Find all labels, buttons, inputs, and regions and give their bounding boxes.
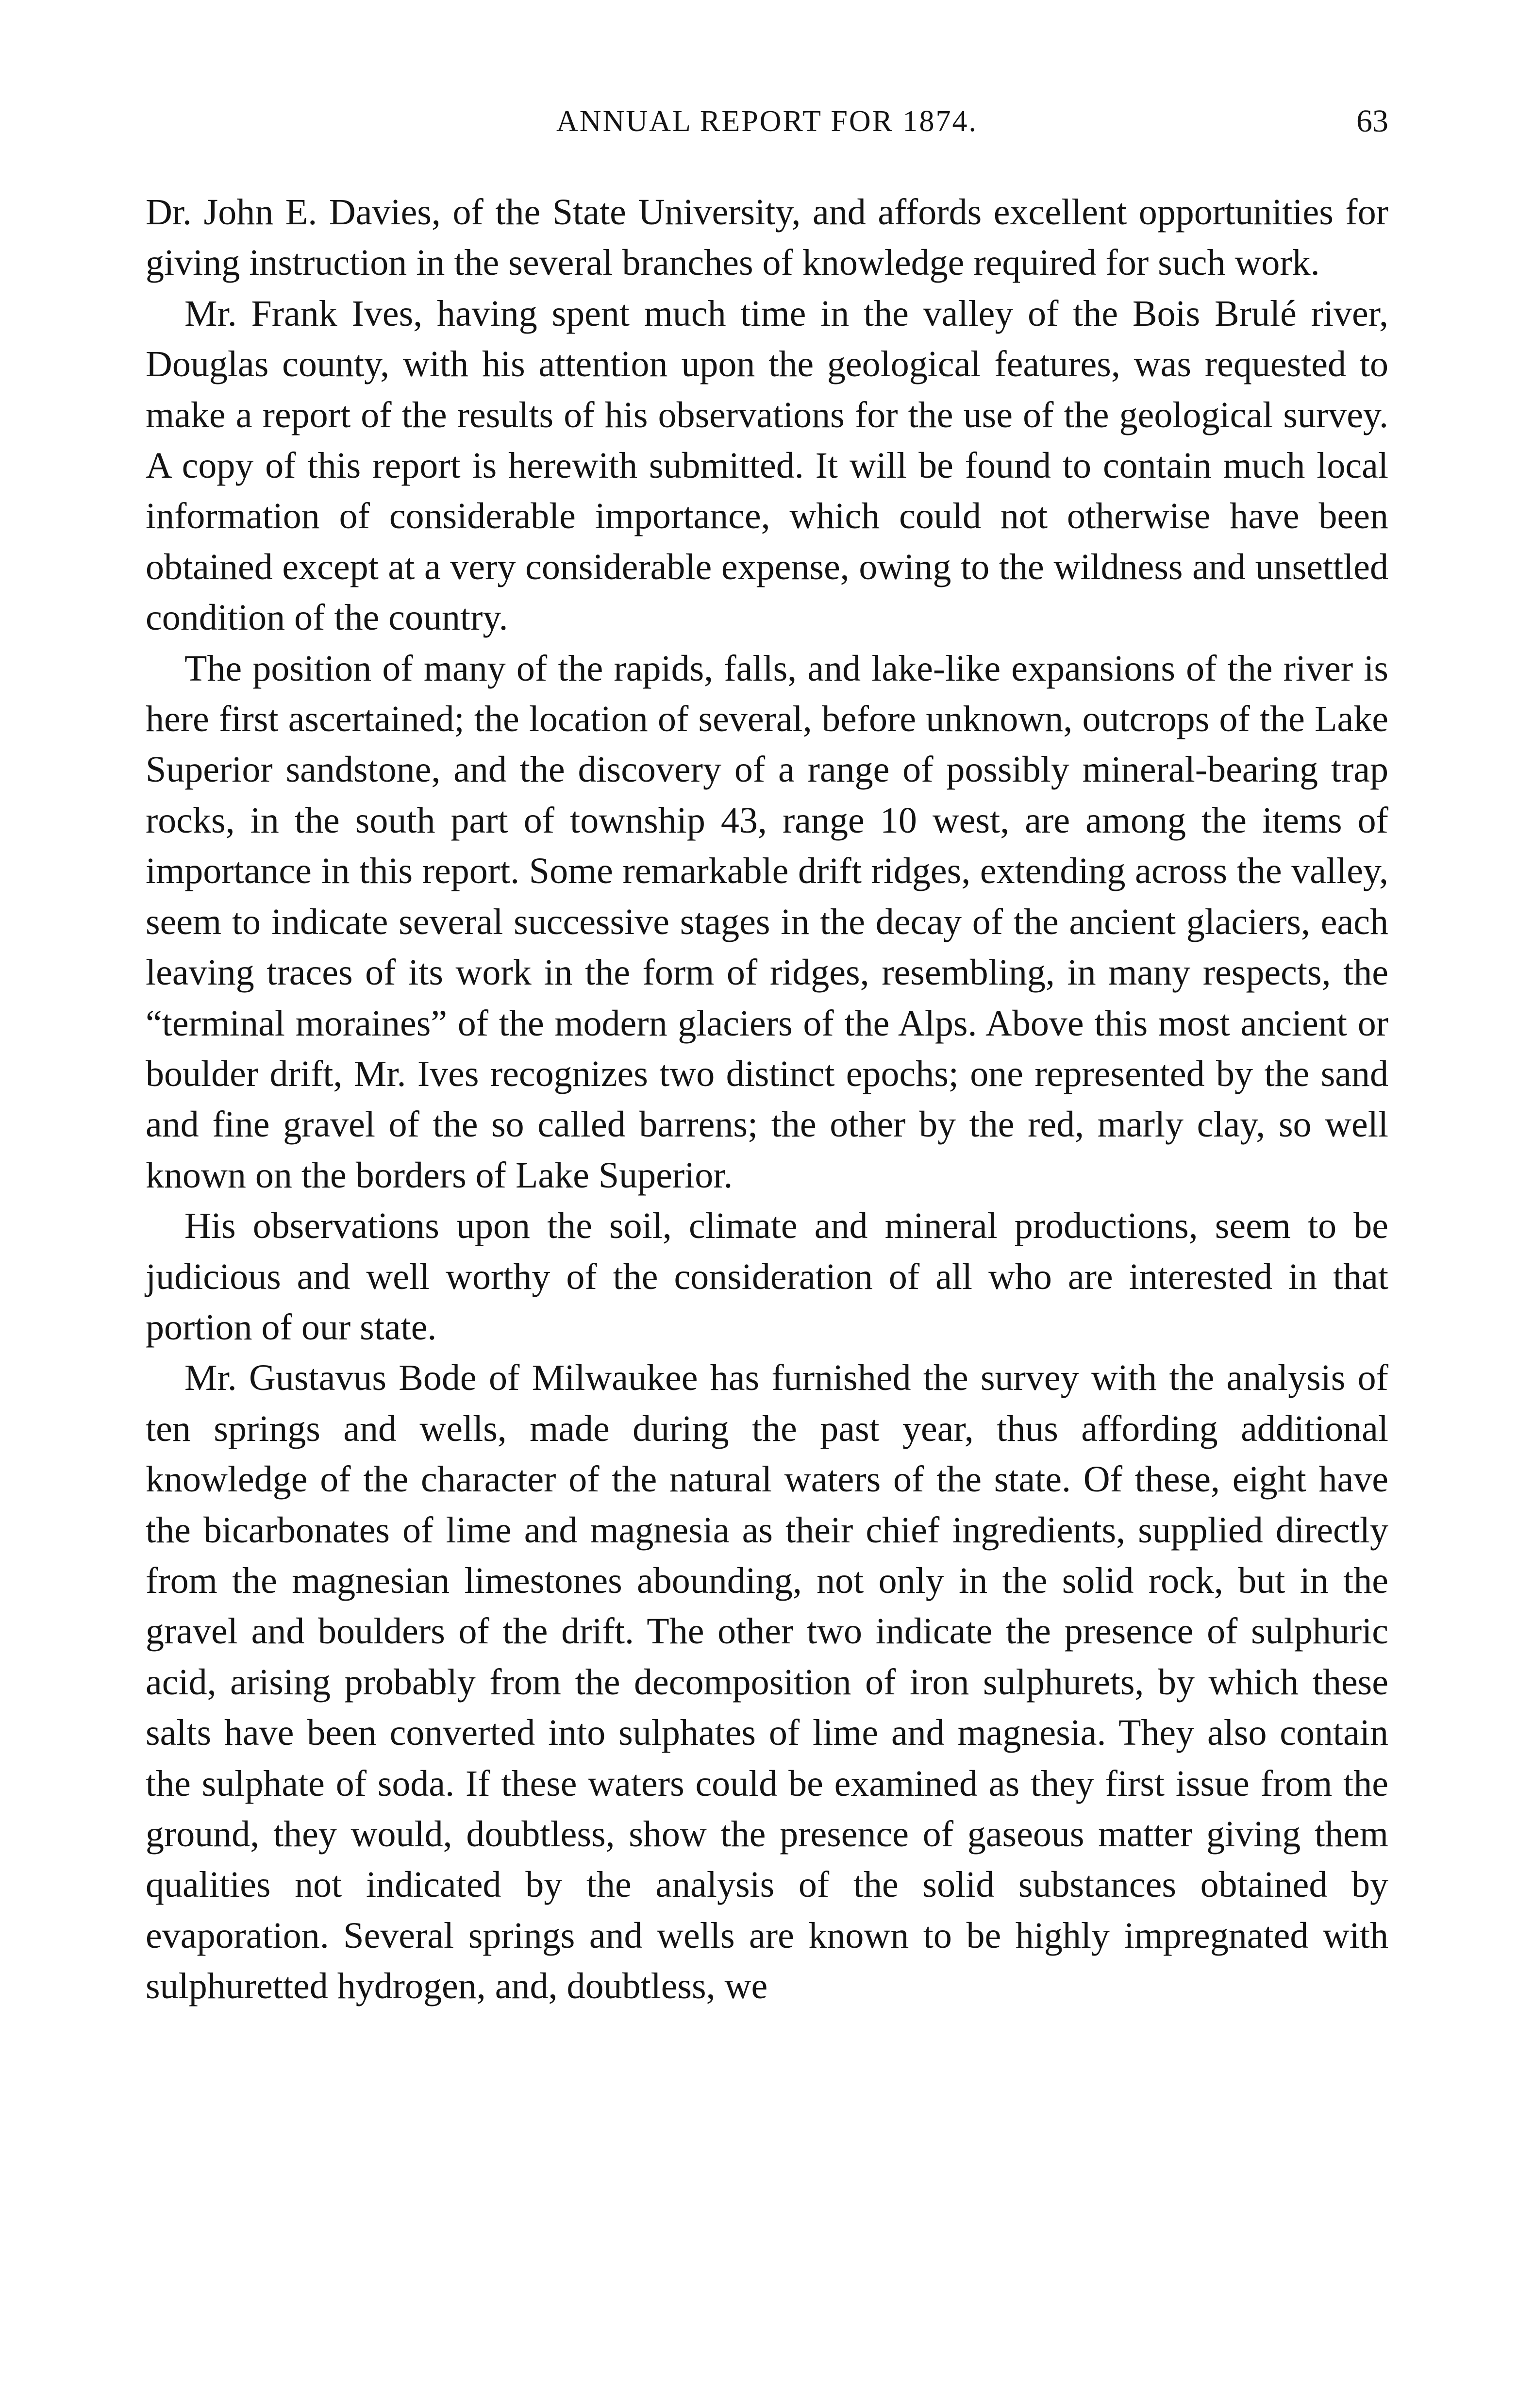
- paragraph-frank-ives: Mr. Frank Ives, having spent much time in the valley of the Bois Brulé river, Douglas county, with his attention upon the geological features, was requested to make a report of the results of his observations for the use of the geological survey. A copy of this report is herewith submitted. It will be found to contain much local information of considerable importance, which could not otherwise have been obtained except at a very considerable expense, owing to the wildness and unsettled condition of the country.: [146, 293, 1388, 638]
- page-number: 63: [1356, 103, 1388, 139]
- paragraph-observations: His observations upon the soil, climate and mineral productions, seem to be judicious and well worthy of the consideration of all who are interested in that portion of our state.: [146, 1205, 1388, 1348]
- paragraph-gustavus-bode: Mr. Gustavus Bode of Milwaukee has furnished the survey with the analysis of ten springs and wells, made during the past year, thus affording additional knowledge of the character of the natural waters of the state. Of these, eight have the bicarbonates of lime and magnesia as their chief ingredients, supplied directly from the magnesian limestones abounding, not only in the solid rock, but in the gravel and boulders of the drift. The other two indicate the presence of sulphuric acid, arising probably from the decomposition of iron sulphurets, by which these salts have been converted into sulphates of lime and magnesia. They also contain the sulphate of soda. If these waters could be examined as they first issue from the ground, they would, doubtless, show the presence of gaseous matter giving them qualities not indicated by the analysis of the solid substances obtained by evaporation. Several springs and wells are known to be highly impregnated with sulphuretted hydrogen, and, doubtless, we: [146, 1357, 1388, 2007]
- body-text: [146, 187, 1388, 2012]
- paragraph-rapids-and-drift: The position of many of the rapids, falls, and lake-like expansions of the river is here first ascertained; the location of several, before unknown, outcrops of the Lake Superior sandstone, and the discovery of a range of possibly mineral-bearing trap rocks, in the south part of township 43, range 10 west, are among the items of importance in this report. Some remarkable drift ridges, extending across the valley, seem to indicate several successive stages in the decay of the ancient glaciers, each leaving traces of its work in the form of ridges, resembling, in many respects, the “terminal moraines” of the modern glaciers of the Alps. Above this most ancient or boulder drift, Mr. Ives recognizes two distinct epochs; one represented by the sand and fine gravel of the so called barrens; the other by the red, marly clay, so well known on the borders of Lake Superior.: [146, 648, 1388, 1196]
- paragraph-continued: Dr. John E. Davies, of the State University, and affords excellent opportunities for giving instruction in the several branches of knowledge required for such work.: [146, 192, 1388, 284]
- running-head: [146, 100, 1388, 143]
- running-title: ANNUAL REPORT FOR 1874.: [556, 105, 978, 138]
